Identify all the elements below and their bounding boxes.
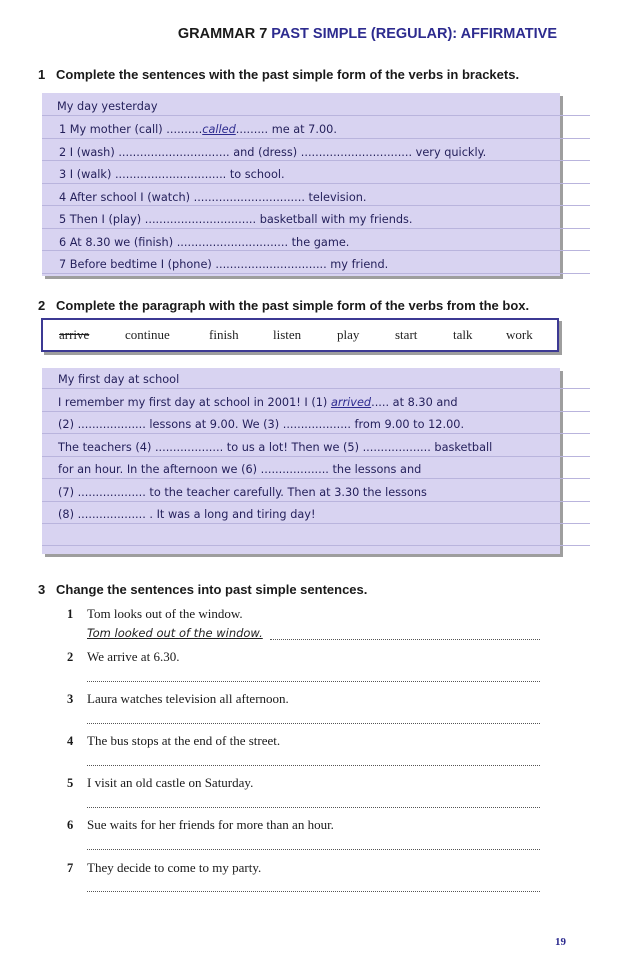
item-sentence: Sue waits for her friends for more than an hour. [87, 817, 334, 832]
item-sentence: I visit an old castle on Saturday. [87, 775, 254, 790]
exercise1-number: 1 [38, 67, 46, 82]
item-number: 3 [67, 692, 74, 706]
exercise1-box-heading: My day yesterday [57, 100, 158, 113]
item-sentence: We arrive at 6.30. [87, 649, 180, 664]
answer-line [87, 681, 540, 682]
exercise2-box-heading: My first day at school [58, 373, 180, 386]
exercise1-heading [38, 67, 519, 82]
word-talk: talk [453, 327, 473, 342]
exercise1-answer-1: called [202, 123, 236, 136]
item-sentence: Laura watches television all afternoon. [87, 691, 289, 706]
exercise2-line-3: The teachers (4) ................... to us a lot! Then we (5) ................... basketball [58, 441, 493, 454]
exercise2-line-2: (2) ................... lessons at 9.00. We (3) ................... from 9.00 to 12.00. [58, 418, 465, 431]
word-play: play [337, 327, 360, 342]
exercise1-line-5: 5 Then I (play) ............................... basketball with my friends. [59, 213, 413, 226]
item-number: 4 [67, 734, 74, 748]
item-number: 5 [67, 776, 74, 790]
exercise1-line-4: 4 After school I (watch) ............................... television. [59, 191, 367, 204]
exercise1-instruction: Complete the sentences with the past simple form of the verbs in brackets. [56, 67, 520, 82]
item-number: 1 [67, 607, 74, 621]
word-listen: listen [273, 327, 302, 342]
item-sentence: The bus stops at the end of the street. [87, 733, 281, 748]
exercise1-line-7: 7 Before bedtime I (phone) ............................... my friend. [59, 258, 389, 271]
exercise1-line-6: 6 At 8.30 we (finish) ............................... the game. [59, 236, 350, 249]
word-finish: finish [209, 327, 239, 342]
answer-line [87, 891, 540, 892]
item-answer: Tom looked out of the window. [87, 626, 263, 640]
exercise2-answer-1: arrived [330, 396, 372, 409]
page-title [178, 26, 557, 42]
word-continue: continue [125, 327, 170, 342]
exercise3-number: 3 [38, 582, 46, 597]
exercise1-lines [42, 93, 560, 276]
exercise2-line-6: (8) ................... . It was a long and tiring day! [58, 508, 316, 521]
exercise2-instruction: Complete the paragraph with the past simple form of the verbs from the box. [56, 298, 530, 313]
exercise2-heading [38, 298, 529, 313]
answer-line [87, 849, 540, 850]
title-highlight: PAST SIMPLE (REGULAR): AFFIRMATIVE [271, 26, 557, 42]
word-start: start [395, 327, 418, 342]
exercise2-lines [42, 368, 560, 554]
exercise3-heading [38, 582, 367, 597]
item-number: 7 [67, 861, 74, 875]
word-box [41, 318, 559, 352]
answer-line [87, 807, 540, 808]
exercise3-instruction: Change the sentences into past simple sentences. [56, 582, 368, 597]
exercise1-line-2: 2 I (wash) ............................... and (dress) ............................... very quickly. [59, 146, 487, 159]
answer-line [87, 723, 540, 724]
item-sentence: Tom looks out of the window. [87, 606, 243, 621]
exercise2-number: 2 [38, 298, 46, 313]
answer-line [87, 765, 540, 766]
exercise1-line-1: 1 My mother (call) ..........called......... me at 7.00. [59, 123, 337, 136]
exercise2-line-1: I remember my first day at school in 2001! I (1) arrived..... at 8.30 and [58, 396, 458, 409]
exercise2-line-5: (7) ................... to the teacher carefully. Then at 3.30 the lessons [58, 486, 427, 499]
exercise1-line-3: 3 I (walk) ............................... to school. [59, 168, 285, 181]
item-number: 6 [67, 818, 74, 832]
answer-line [270, 639, 540, 640]
title-prefix: GRAMMAR 7 [177, 26, 272, 42]
exercise2-line-4: for an hour. In the afternoon we (6) ................... the lessons and [58, 463, 422, 476]
item-sentence: They decide to come to my party. [87, 860, 262, 875]
word-work: work [506, 327, 533, 342]
page-number: 19 [555, 936, 566, 948]
item-number: 2 [67, 650, 74, 664]
word-arrive: arrive [59, 327, 90, 342]
